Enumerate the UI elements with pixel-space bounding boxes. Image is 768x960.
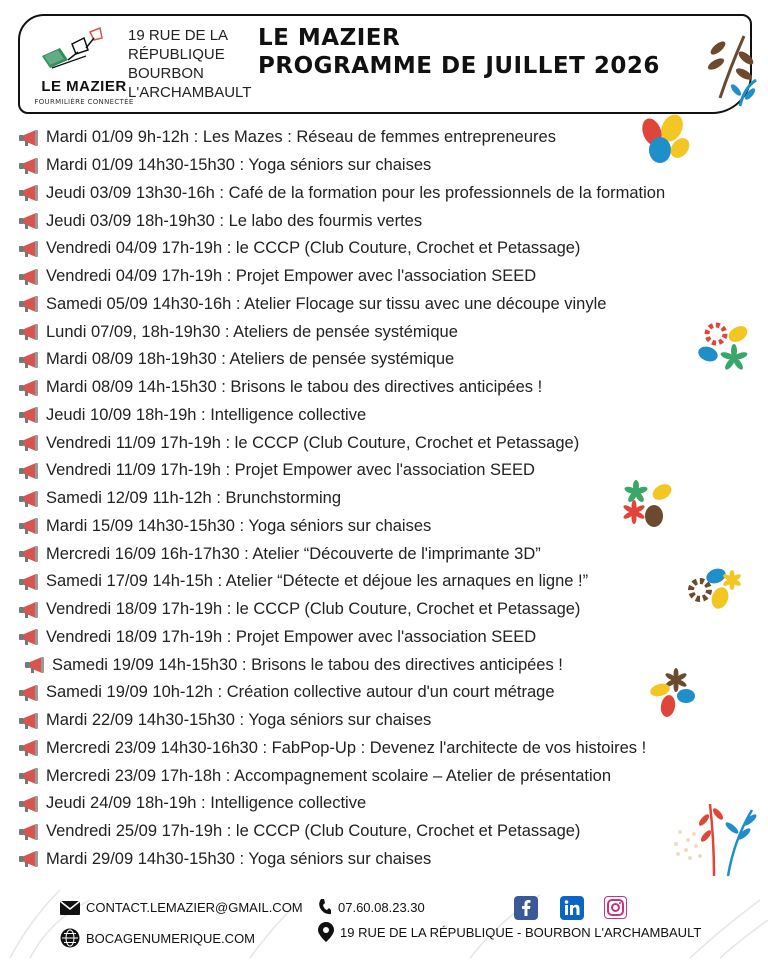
- address-line: L'ARCHAMBAULT: [128, 84, 252, 101]
- event-text: Mardi 15/09 14h30-15h30 : Yoga séniors sur chaises: [46, 516, 432, 535]
- address-text: 19 RUE DE LA RÉPUBLIQUE - BOURBON L'ARCHAMBAULT: [340, 924, 702, 940]
- instagram-icon[interactable]: [604, 896, 627, 919]
- list-item: [18, 790, 758, 818]
- megaphone-icon: [18, 627, 42, 647]
- gear-flower-decoration: [694, 318, 754, 374]
- event-text: Vendredi 11/09 17h-19h : le CCCP (Club Couture, Crochet et Petassage): [46, 433, 580, 452]
- megaphone-icon: [18, 461, 42, 481]
- megaphone-icon: [18, 738, 42, 758]
- page-header: [18, 14, 752, 114]
- megaphone-icon: [18, 239, 42, 259]
- megaphone-icon: [18, 433, 42, 453]
- logo: [32, 26, 136, 108]
- event-text: Samedi 17/09 14h-15h : Atelier “Détecte et déjoue les arnaques en ligne !”: [46, 572, 589, 591]
- event-text: Mercredi 23/09 17h-18h : Accompagnement scolaire – Atelier de présentation: [46, 766, 612, 785]
- event-text: Mardi 01/09 9h-12h : Les Mazes : Réseau de femmes entrepreneures: [46, 128, 556, 147]
- footer-address: [318, 922, 701, 942]
- megaphone-icon: [18, 849, 42, 869]
- list-item: [18, 402, 758, 430]
- megaphone-icon: [18, 766, 42, 786]
- list-item: [18, 263, 758, 291]
- event-text: Jeudi 03/09 18h-19h30 : Le labo des fourmis vertes: [46, 211, 423, 230]
- website-text: BOCAGENUMERIQUE.COM: [86, 930, 256, 946]
- event-text: Vendredi 04/09 17h-19h : le CCCP (Club Couture, Crochet et Petassage): [46, 239, 581, 258]
- leaf-background: [0, 880, 768, 960]
- list-item: [18, 568, 758, 596]
- facebook-icon[interactable]: [514, 896, 538, 920]
- list-item: [18, 346, 758, 374]
- linkedin-icon[interactable]: [560, 896, 584, 920]
- list-item: [18, 429, 758, 457]
- address-line: BOURBON: [128, 65, 204, 82]
- address-line: 19 RUE DE LA: [128, 27, 229, 44]
- megaphone-icon: [18, 544, 42, 564]
- list-item: [18, 291, 758, 319]
- phone-text: 07.60.08.23.30: [338, 899, 425, 915]
- email-text: CONTACT.LEMAZIER@GMAIL.COM: [86, 900, 303, 915]
- megaphone-icon: [18, 489, 42, 509]
- event-text: Mercredi 16/09 16h-17h30 : Atelier “Découverte de l'imprimante 3D”: [46, 544, 541, 563]
- logo-icon: [32, 26, 136, 78]
- megaphone-icon: [18, 183, 42, 203]
- list-item: [18, 235, 758, 263]
- megaphone-icon: [18, 267, 42, 287]
- gear-flower-decoration: [684, 566, 742, 614]
- event-text: Jeudi 24/09 18h-19h : Intelligence collective: [46, 794, 367, 813]
- footer-email[interactable]: [60, 900, 303, 915]
- event-text: Jeudi 10/09 18h-19h : Intelligence collective: [46, 405, 367, 424]
- phone-icon: [318, 898, 332, 916]
- megaphone-icon: [18, 600, 42, 620]
- event-text: Lundi 07/09, 18h-19h30 : Ateliers de pensée systémique: [46, 322, 458, 341]
- event-text: Mardi 08/09 18h-19h30 : Ateliers de pensée systémique: [46, 350, 455, 369]
- page-title: [258, 24, 728, 80]
- event-text: Mercredi 23/09 14h30-16h30 : FabPop-Up : Devenez l'architecte de vos histoires !: [46, 738, 647, 757]
- event-text: Mardi 29/09 14h30-15h30 : Yoga séniors sur chaises: [46, 849, 432, 868]
- megaphone-icon: [18, 156, 42, 176]
- list-item: [18, 207, 758, 235]
- location-pin-icon: [318, 922, 334, 942]
- event-text: Vendredi 18/09 17h-19h : Projet Empower avec l'association SEED: [46, 627, 537, 646]
- megaphone-icon: [18, 711, 42, 731]
- event-text: Vendredi 04/09 17h-19h : Projet Empower avec l'association SEED: [46, 267, 537, 286]
- list-item: [18, 374, 758, 402]
- list-item: [18, 762, 758, 790]
- title-line-2: PROGRAMME DE JUILLET 2026: [258, 53, 660, 79]
- list-item: [18, 596, 758, 624]
- list-item: [18, 624, 758, 652]
- flower-decoration: [622, 480, 678, 530]
- globe-icon: [60, 928, 80, 948]
- megaphone-icon: [18, 350, 42, 370]
- logo-subtitle: FOURMILIÈRE CONNECTÉE: [34, 98, 134, 106]
- leaf-decoration: [700, 28, 760, 108]
- megaphone-icon: [18, 294, 42, 314]
- event-text: Mardi 22/09 14h30-15h30 : Yoga séniors sur chaises: [46, 711, 432, 730]
- event-text: Samedi 12/09 11h-12h : Brunchstorming: [46, 489, 342, 508]
- event-text: Jeudi 03/09 13h30-16h : Café de la formation pour les professionnels de la formation: [46, 183, 666, 202]
- list-item: [18, 180, 758, 208]
- megaphone-icon: [18, 822, 42, 842]
- list-item: [18, 818, 758, 846]
- megaphone-icon: [18, 516, 42, 536]
- flower-decoration: [638, 112, 694, 168]
- event-text: Samedi 19/09 10h-12h : Création collective autour d'un court métrage: [46, 683, 555, 702]
- event-text: Vendredi 11/09 17h-19h : Projet Empower avec l'association SEED: [46, 461, 535, 480]
- event-text: Vendredi 18/09 17h-19h : le CCCP (Club Couture, Crochet et Petassage): [46, 600, 581, 619]
- footer-website[interactable]: [60, 928, 255, 948]
- event-text: Mardi 08/09 14h-15h30 : Brisons le tabou des directives anticipées !: [46, 378, 543, 397]
- plant-decoration: [664, 790, 764, 880]
- page-footer: [0, 880, 768, 960]
- megaphone-icon: [18, 378, 42, 398]
- event-text: Mardi 01/09 14h30-15h30 : Yoga séniors sur chaises: [46, 156, 432, 175]
- list-item: [18, 318, 758, 346]
- list-item: [18, 846, 758, 874]
- header-address: [128, 26, 268, 102]
- flower-decoration: [646, 668, 702, 718]
- list-item: [18, 540, 758, 568]
- megaphone-icon: [18, 128, 42, 148]
- mail-icon: [60, 901, 80, 915]
- megaphone-icon: [18, 211, 42, 231]
- title-line-1: LE MAZIER: [258, 25, 401, 51]
- footer-phone[interactable]: [318, 898, 425, 916]
- event-text: Vendredi 25/09 17h-19h : le CCCP (Club Couture, Crochet et Petassage): [46, 822, 581, 841]
- logo-title: LE MAZIER: [41, 78, 127, 95]
- event-text: Samedi 19/09 14h-15h30 : Brisons le tabou des directives anticipées !: [52, 655, 563, 674]
- event-text: Samedi 05/09 14h30-16h : Atelier Flocage sur tissu avec une découpe vinyle: [46, 294, 607, 313]
- megaphone-icon: [18, 572, 42, 592]
- address-line: RÉPUBLIQUE: [128, 46, 225, 63]
- megaphone-icon: [24, 655, 48, 675]
- megaphone-icon: [18, 683, 42, 703]
- megaphone-icon: [18, 322, 42, 342]
- megaphone-icon: [18, 794, 42, 814]
- list-item: [18, 735, 758, 763]
- megaphone-icon: [18, 405, 42, 425]
